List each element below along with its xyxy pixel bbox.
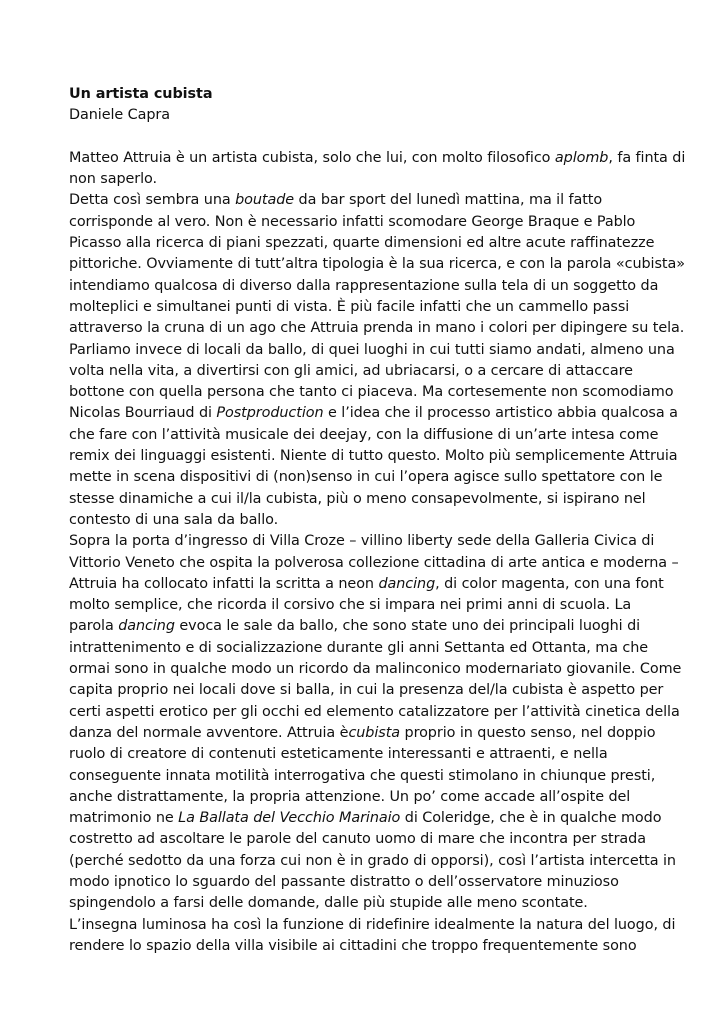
text-line (69, 446, 678, 467)
text-run: remix dei linguaggi esistenti. Niente di tutto questo. Molto più semplicemente Attruia (69, 448, 678, 465)
text-line (69, 872, 659, 893)
text-run: stesse dinamiche a cui il/la cubista, più o meno consapevolmente, si ispirano nel (69, 490, 646, 507)
text-run: anche distrattamente, la propria attenzione. Un po’ come accade all’ospite del (69, 788, 631, 805)
italic-text: La Ballata del Vecchio Marinaio (178, 810, 401, 827)
text-line (69, 659, 682, 680)
text-run: Detta così sembra una (69, 192, 236, 209)
article-title: Un artista cubista (69, 86, 213, 102)
text-run: Attruia ha collocato infatti la scritta a neon (69, 575, 379, 592)
text-run: intendiamo qualcosa di diverso dalla rappresentazione sulla tela di un soggetto da (69, 277, 659, 294)
text-line (69, 723, 659, 744)
text-line (69, 233, 659, 254)
text-run: evoca le sale da ballo, che sono state uno dei principali luoghi di (174, 618, 641, 635)
text-run: proprio in questo senso, nel doppio (400, 724, 656, 741)
text-line (69, 403, 678, 424)
text-line (69, 467, 663, 488)
text-line (69, 915, 676, 936)
text-run: volta nella vita, a divertirsi con gli amici, ad ubriacarsi, o a cercare di attaccare (69, 362, 633, 379)
text-line (69, 531, 659, 552)
text-run: attraverso la cruna di un ago che Attruia prenda in mano i colori per dipingere su tela. (69, 320, 685, 337)
text-run: intrattenimento e di socializzazione durante gli anni Settanta ed Ottanta, ma che (69, 639, 649, 656)
text-line (69, 893, 659, 914)
text-line (69, 851, 676, 872)
text-run: pittoriche. Ovviamente di tutt’altra tipologia è la sua ricerca, e con la parola «cubista» (69, 256, 685, 273)
paragraph (69, 190, 685, 531)
italic-text: cubista (348, 724, 401, 741)
article-author: Daniele Capra (69, 107, 170, 124)
text-run: costretto ad ascoltare le parole del canuto uomo di mare che incontra per strada (69, 831, 646, 848)
text-run: di Coleridge, che è in qualche modo (400, 810, 662, 827)
text-run: Nicolas Bourriaud di (69, 405, 217, 422)
text-line (69, 382, 674, 403)
text-line (69, 553, 679, 574)
italic-text: dancing (118, 618, 175, 635)
text-run: Parliamo invece di locali da ballo, di quei luoghi in cui tutti siamo andati, almeno una (69, 341, 675, 358)
text-line (69, 638, 659, 659)
text-run: (perché sedotto da una forza cui non è in grado di opporsi), così l’artista intercetta in (69, 852, 676, 869)
text-line (69, 936, 659, 957)
italic-text: aplomb (554, 149, 609, 166)
article (69, 84, 686, 957)
article-body (69, 148, 686, 957)
text-line (69, 574, 664, 595)
text-line (69, 212, 659, 233)
text-line (69, 808, 662, 829)
paragraph (69, 148, 686, 191)
text-run: , di color magenta, con una font (435, 575, 664, 592)
text-line (69, 595, 659, 616)
text-run: e l’idea che il processo artistico abbia qualcosa a (323, 405, 678, 422)
text-line (69, 190, 659, 211)
text-line (69, 361, 659, 382)
text-run: Vittorio Veneto che ospita la polverosa collezione cittadina di arte antica e moderna – (69, 554, 679, 571)
italic-text: dancing (378, 575, 436, 592)
italic-text: Postproduction (216, 405, 324, 422)
text-run: rendere lo spazio della villa visibile ai cittadini che troppo frequentemente sono (69, 937, 637, 954)
paragraph (69, 531, 682, 914)
text-line (69, 318, 685, 339)
text-run: , fa finta di (608, 149, 686, 166)
text-run: modo ipnotico lo sguardo del passante distratto o dell’osservatore minuzioso (69, 873, 619, 890)
text-run: da bar sport del lunedì mattina, ma il fatto (294, 192, 603, 209)
text-line (69, 766, 659, 787)
text-run: L’insegna luminosa ha così la funzione di ridefinire idealmente la natura del luogo, di (69, 916, 676, 933)
text-line (69, 680, 664, 701)
text-line (69, 254, 685, 275)
text-run: contesto di una sala da ballo. (69, 511, 279, 528)
text-line (69, 489, 659, 510)
text-run: corrisponde al vero. Non è necessario infatti scomodare George Braque e Pablo (69, 213, 636, 230)
text-line (69, 169, 659, 190)
text-line (69, 340, 675, 361)
text-line (69, 276, 659, 297)
paragraph (69, 915, 676, 958)
text-run: ruolo di creatore di contenuti esteticamente interessanti e attraenti, e nella (69, 746, 608, 763)
text-line (69, 297, 659, 318)
text-run: mette in scena dispositivi di (non)senso in cui l’opera agisce sullo spettatore con le (69, 469, 663, 486)
text-line (69, 829, 659, 850)
text-run: che fare con l’attività musicale dei deejay, con la diffusione di un’arte intesa come (69, 426, 659, 443)
text-line (69, 510, 659, 531)
text-run: conseguente innata motilità interrogativa che questi stimolano in chiunque presti, (69, 767, 656, 784)
text-line (69, 616, 659, 637)
text-run: ormai sono in qualche modo un ricordo da malinconico modernariato giovanile. Come (69, 661, 682, 678)
text-run: matrimonio ne (69, 810, 179, 827)
text-run: spingendolo a farsi delle domande, dalle più stupide alle meno scontate. (69, 895, 588, 912)
text-run: parola (69, 618, 119, 635)
text-line (69, 787, 659, 808)
text-run: danza del normale avventore. Attruia è (69, 724, 349, 741)
text-line (69, 702, 680, 723)
text-run: non saperlo. (69, 171, 158, 188)
italic-text: boutade (235, 192, 295, 209)
text-line (69, 425, 659, 446)
text-run: bottone con quella persona che tanto ci piaceva. Ma cortesemente non scomodiamo (69, 384, 674, 401)
text-run: Picasso alla ricerca di piani spezzati, quarte dimensioni ed altre acute raffinatezze (69, 235, 655, 252)
text-run: Matteo Attruia è un artista cubista, solo che lui, con molto filosofico (69, 149, 555, 166)
text-run: Sopra la porta d’ingresso di Villa Croze – villino liberty sede della Galleria Civica di (69, 533, 655, 550)
text-line (69, 148, 686, 169)
text-run: molteplici e simultanei punti di vista. È più facile infatti che un cammello passi (69, 298, 630, 315)
text-line (69, 744, 659, 765)
text-run: certi aspetti erotico per gli occhi ed elemento catalizzatore per l’attività cinetica della (69, 703, 680, 720)
text-run: capita proprio nei locali dove si balla, in cui la presenza del/la cubista è aspetto per (69, 682, 664, 699)
text-run: molto semplice, che ricorda il corsivo che si impara nei primi anni di scuola. La (69, 597, 632, 614)
